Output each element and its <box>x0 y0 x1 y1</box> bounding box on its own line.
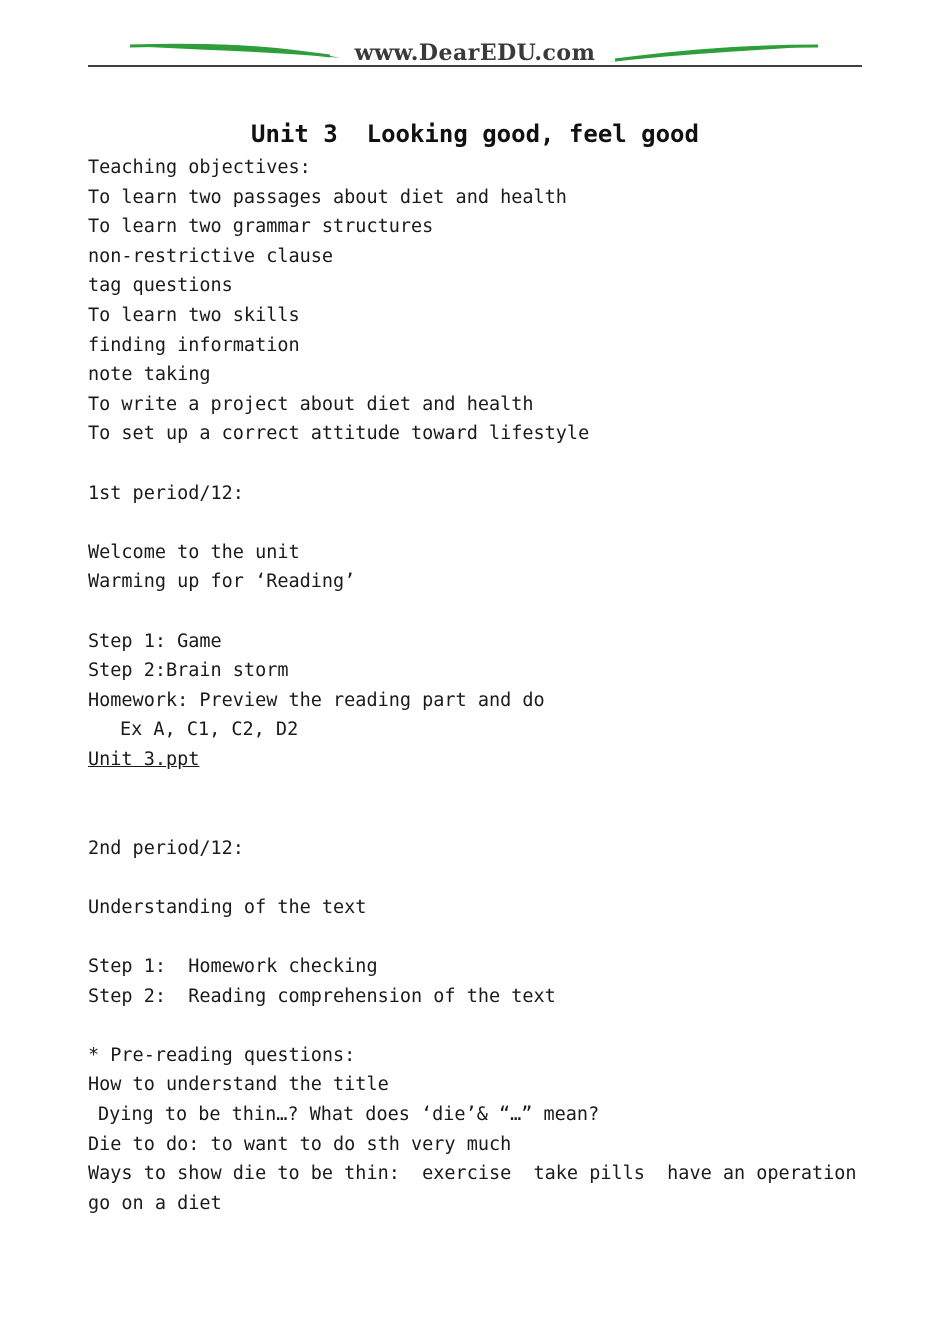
text-line: To learn two grammar structures <box>88 216 434 238</box>
text-line: How to understand the title <box>88 1074 389 1096</box>
blank-line <box>88 508 908 538</box>
text-line: To learn two passages about diet and health <box>88 186 567 208</box>
text-line: Understanding of the text <box>88 896 367 918</box>
document-body <box>88 153 908 1218</box>
text-line: To learn two skills <box>88 304 300 326</box>
text-line: tag questions <box>88 275 233 297</box>
blank-line <box>88 449 908 479</box>
page-title: Unit 3 Looking good, feel good <box>251 120 699 148</box>
text-line: Warming up for ‘Reading’ <box>88 571 356 593</box>
text-line: Ways to show die to be thin: exercise take pills have an operation <box>88 1163 857 1185</box>
blank-line <box>88 863 908 893</box>
text-line: go on a diet <box>88 1192 222 1214</box>
text-line: finding information <box>88 334 300 356</box>
text-line: note taking <box>88 364 211 386</box>
text-line: Step 1: Homework checking <box>88 956 378 978</box>
blank-line <box>88 597 908 627</box>
text-line: non-restrictive clause <box>88 245 334 267</box>
text-line: Homework: Preview the reading part and do <box>88 689 545 711</box>
text-line: Welcome to the unit <box>88 541 300 563</box>
text-line: Die to do: to want to do sth very much <box>88 1133 512 1155</box>
blank-line <box>88 1011 908 1041</box>
blank-line <box>88 804 908 834</box>
text-line: Step 2:Brain storm <box>88 660 289 682</box>
text-line: To write a project about diet and health <box>88 393 534 415</box>
period-heading: 2nd period/12: <box>88 837 244 859</box>
ppt-file-link[interactable]: Unit 3.ppt <box>88 748 200 770</box>
text-line: Step 2: Reading comprehension of the text <box>88 985 556 1007</box>
text-line: To set up a correct attitude toward lifestyle <box>88 423 590 445</box>
text-line: * Pre-reading questions: <box>88 1044 356 1066</box>
blank-line <box>88 774 908 804</box>
text-line: Ex A, C1, C2, D2 <box>120 719 299 741</box>
site-logo-text: www.DearEDU.com <box>354 40 596 66</box>
text-line: Dying to be thin…? What does ‘die’& “…” mean? <box>98 1104 600 1125</box>
page-header <box>0 0 950 80</box>
text-line: Step 1: Game <box>88 630 222 652</box>
blank-line <box>88 922 908 952</box>
period-heading: 1st period/12: <box>88 482 244 504</box>
text-line: Teaching objectives: <box>88 157 311 178</box>
